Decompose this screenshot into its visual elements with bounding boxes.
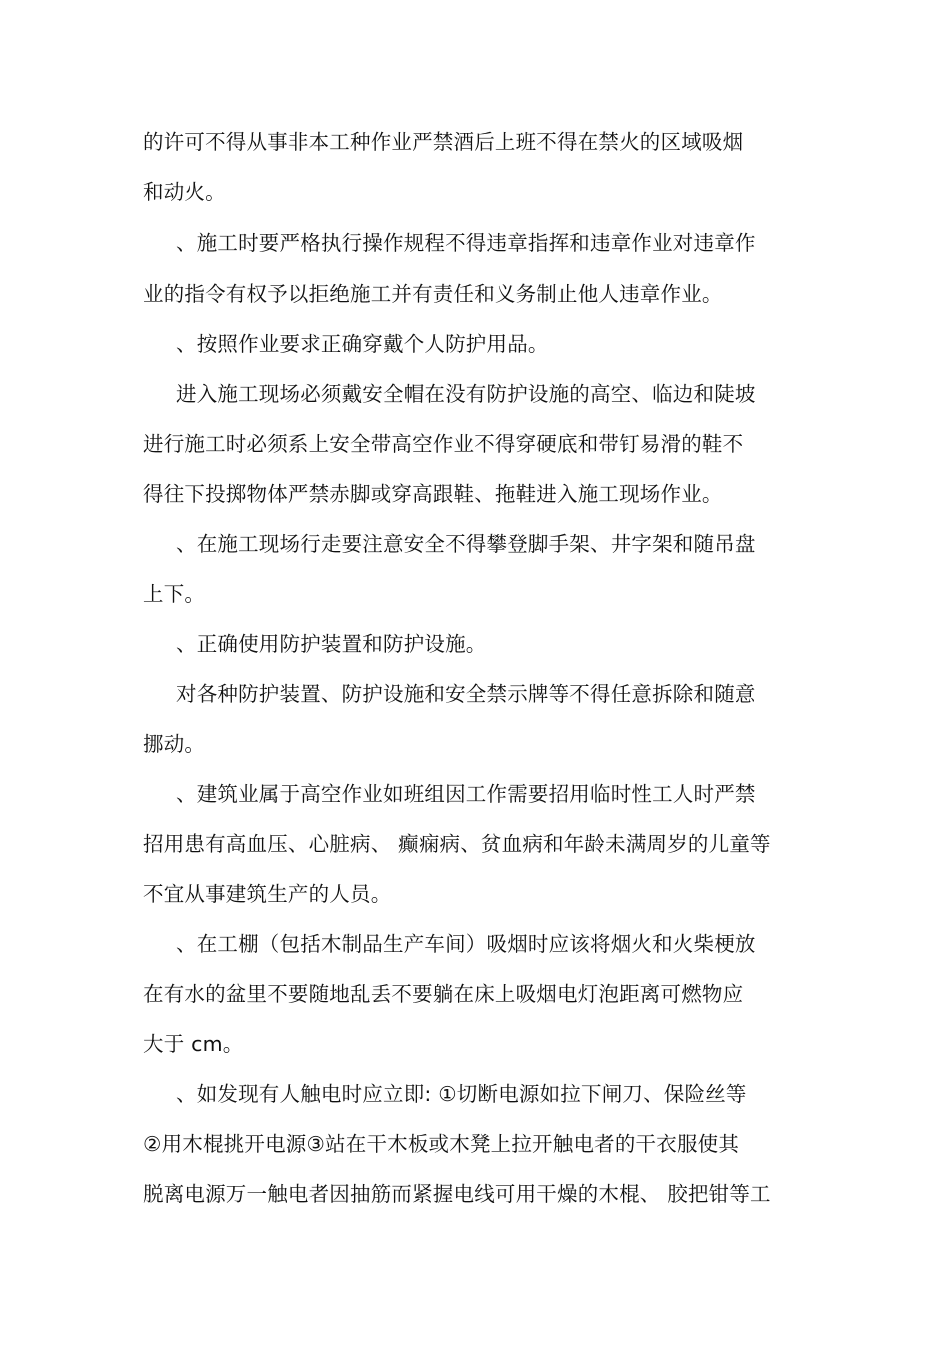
text-line: 的许可不得从事非本工种作业严禁酒后上班不得在禁火的区域吸烟	[143, 130, 744, 154]
text-line: 和动火。	[143, 180, 226, 204]
text-line: 脱离电源万一触电者因抽筋而紧握电线可用干燥的木棍、 胶把钳等工	[143, 1182, 771, 1206]
text-line: 进入施工现场必须戴安全帽在没有防护设施的高空、临边和陡坡	[176, 382, 756, 406]
text-line: 业的指令有权予以拒绝施工并有责任和义务制止他人违章作业。	[143, 282, 723, 306]
text-line: 、施工时要严格执行操作规程不得违章指挥和违章作业对违章作	[176, 231, 756, 255]
text-line: 上下。	[143, 582, 206, 606]
text-line: 挪动。	[143, 732, 206, 756]
text-line: ②用木棍挑开电源③站在干木板或木凳上拉开触电者的干衣服使其	[143, 1132, 740, 1156]
text-line: 大于 cm。	[143, 1032, 244, 1056]
text-line: 在有水的盆里不要随地乱丢不要躺在床上吸烟电灯泡距离可燃物应	[143, 982, 744, 1006]
text-line: 得往下投掷物体严禁赤脚或穿高跟鞋、拖鞋进入施工现场作业。	[143, 482, 723, 506]
text-line: 、按照作业要求正确穿戴个人防护用品。	[176, 332, 549, 356]
text-line: 、建筑业属于高空作业如班组因工作需要招用临时性工人时严禁	[176, 782, 756, 806]
text-line: 进行施工时必须系上安全带高空作业不得穿硬底和带钉易滑的鞋不	[143, 432, 744, 456]
text-line: 不宜从事建筑生产的人员。	[143, 882, 392, 906]
text-line: 对各种防护装置、防护设施和安全禁示牌等不得任意拆除和随意	[176, 682, 756, 706]
text-line: 招用患有高血压、心脏病、 癫痫病、贫血病和年龄未满周岁的儿童等	[143, 832, 771, 856]
text-line: 、在工棚（包括木制品生产车间）吸烟时应该将烟火和火柴梗放	[176, 932, 756, 956]
text-line: 、正确使用防护装置和防护设施。	[176, 632, 487, 656]
text-line: 、如发现有人触电时应立即: ①切断电源如拉下闸刀、保险丝等	[176, 1082, 747, 1106]
text-line: 、在施工现场行走要注意安全不得攀登脚手架、井字架和随吊盘	[176, 532, 756, 556]
